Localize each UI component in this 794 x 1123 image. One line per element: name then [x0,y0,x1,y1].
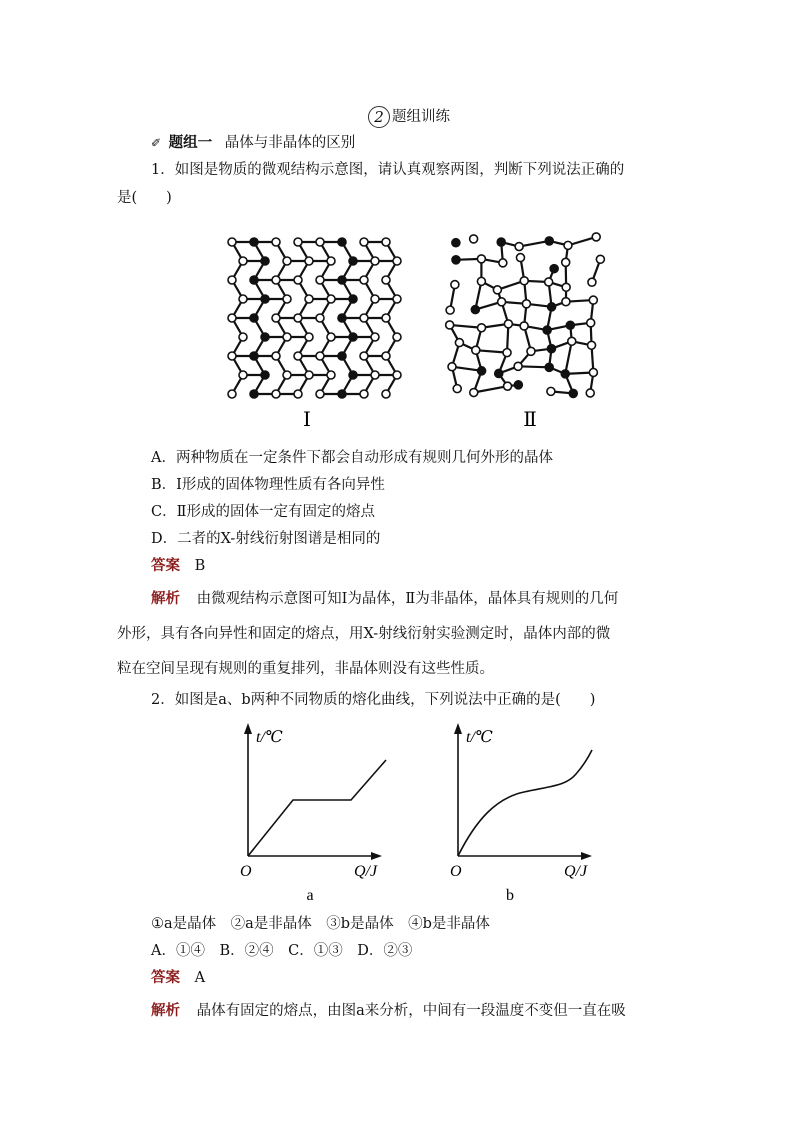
pen-icon: ✐ [151,136,162,150]
group-label: 题组一 [168,134,213,151]
group-heading [151,136,355,151]
svg-text:O: O [450,863,462,880]
q1-analysis-line2: 外形，具有各向异性和固定的熔点，用X-射线衍射实验测定时，晶体内部的微 [117,626,611,642]
answer-value: A [194,970,206,986]
q1-stem-line2: 是( ) [117,190,172,206]
q2-answer [151,971,205,986]
answer-value: B [194,558,206,574]
q1-structure-figure [204,220,620,440]
q1-answer [151,559,205,574]
q1-option-b: B．Ⅰ形成的固体物理性质有各向异性 [151,477,385,493]
fig-label-1: Ⅰ [303,409,311,431]
q1-analysis-line1: 解析 由微观结构示意图可知Ⅰ为晶体，Ⅱ为非晶体，晶体具有规则的几何 [151,590,619,607]
answer-label: 答案 [151,969,180,986]
fig-label-2: Ⅱ [523,409,537,431]
svg-text:b: b [506,887,514,904]
answer-label: 答案 [151,557,180,574]
svg-text:t/℃: t/℃ [466,729,493,746]
svg-text:Q/J: Q/J [354,863,378,880]
q1-option-c: C．Ⅱ形成的固体一定有固定的熔点 [151,504,375,520]
section-title: 题组训练 [392,108,450,125]
q2-stem: 2．如图是a、b两种不同物质的熔化曲线，下列说法中正确的是( ) [151,692,596,708]
analysis-label: 解析 [151,1002,180,1019]
analysis-label: 解析 [151,590,180,607]
amorphous-network-diagram [446,233,605,398]
svg-text:O: O [240,863,252,880]
q1-analysis-line3: 粒在空间呈现有规则的重复排列，非晶体则没有这些性质。 [117,661,494,677]
svg-text:a: a [306,887,314,904]
crystal-lattice-diagram [228,238,401,398]
section-number-icon: 2 [368,106,390,128]
q2-analysis-line1: 解析 晶体有固定的熔点，由图a来分析，中间有一段温度不变但一直在吸 [151,1002,626,1019]
q1-option-d: D．二者的X-射线衍射图谱是相同的 [151,531,381,547]
svg-text:t/℃: t/℃ [256,729,283,746]
melting-curve-a [248,760,386,856]
q2-options: A．①④ B．②④ C．①③ D．②③ [151,943,413,959]
svg-text:Q/J: Q/J [564,863,588,880]
section-heading [368,106,450,128]
graph-a [226,720,396,905]
melting-curve-b [458,750,592,856]
graph-b [436,720,606,905]
q1-stem-line1: 1．如图是物质的微观结构示意图，请认真观察两图，判断下列说法正确的 [151,162,625,178]
group-title: 晶体与非晶体的区别 [224,135,356,151]
q2-statements: ①a是晶体 ②a是非晶体 ③b是晶体 ④b是非晶体 [151,916,490,932]
q1-option-a: A．两种物质在一定条件下都会自动形成有规则几何外形的晶体 [151,450,553,466]
